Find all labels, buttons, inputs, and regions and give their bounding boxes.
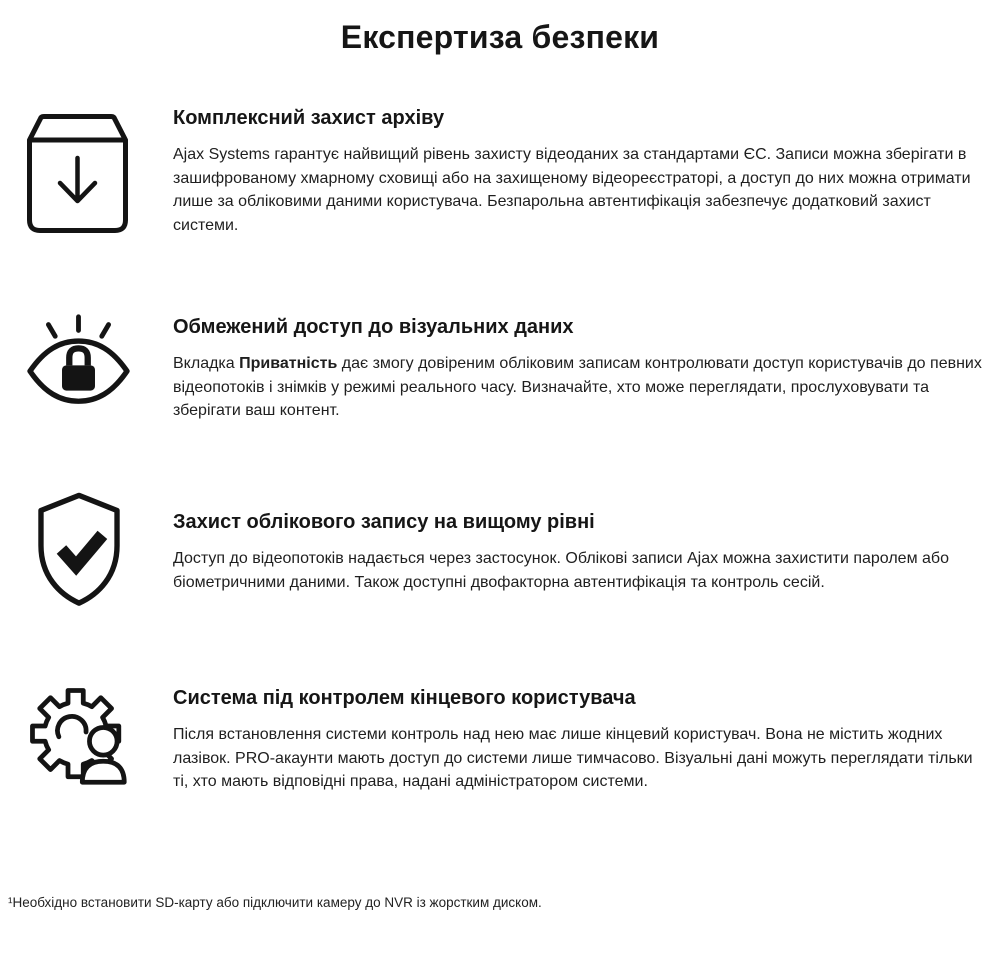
shield-check-icon: [32, 491, 126, 608]
section-heading: Захист облікового запису на вищому рівні: [173, 511, 595, 533]
section-body: Ajax Systems гарантує найвищий рівень захисту відеоданих за стандартами ЄС. Записи можна зберігати в зашифрованому хмарному сховищі або на захищеному відеореєстраторі, а доступ до них можна отримати лише за обліковими даними користувача. Безпарольна автентифікація забезпечує додатковий захист системи.: [173, 146, 971, 234]
sd-card-footnote: ¹Необхідно встановити SD-карту або підключити камеру до NVR із жорстким диском.: [8, 895, 542, 910]
feature-text-column: [173, 511, 1000, 594]
feature-icon-column: [0, 511, 173, 608]
privacy-tab-label: Приватність: [239, 355, 338, 372]
section-body: Після встановлення системи контроль над нею має лише кінцевий користувач. Вона не містить жодних лазівок. PRO-акаунти мають доступ до системи лише тимчасово. Візуальні дані можуть переглядати тільки ті, хто мають відповідні права, надані адміністратором системи.: [173, 726, 973, 790]
page-title: Експертиза безпеки: [340, 19, 660, 55]
feature-text-column: [173, 107, 1000, 237]
section-heading: Система під контролем кінцевого користувача: [173, 687, 636, 709]
feature-row-archive: [0, 107, 1000, 316]
feature-list: [0, 107, 1000, 875]
section-heading: Комплексний захист архіву: [173, 107, 445, 129]
feature-row-user-control: [0, 687, 1000, 875]
archive-download-box-icon: [26, 114, 129, 234]
section-heading: Обмежений доступ до візуальних даних: [173, 316, 574, 338]
section-body: Доступ до відеопотоків надається через застосунок. Облікові записи Ajax можна захистити паролем або біометричними даними. Також доступні двофакторна автентифікація та контроль сесій.: [173, 550, 949, 591]
feature-text-column: [173, 316, 1000, 423]
gear-user-icon: [28, 684, 129, 789]
feature-icon-column: [0, 107, 173, 234]
feature-row-privacy: [0, 316, 1000, 511]
feature-text-column: [173, 687, 1000, 794]
eye-privacy-lock-icon: [25, 312, 132, 409]
feature-icon-column: [0, 316, 173, 409]
feature-row-account: [0, 511, 1000, 687]
section-body: Вкладка Приватність дає змогу довіреним обліковим записам контролювати доступ користувачів до певних відеопотоків і знімків у режимі реального часу. Визначайте, хто може переглядати, прослуховувати та зберігати ваш контент.: [173, 355, 982, 419]
feature-icon-column: [0, 687, 173, 789]
